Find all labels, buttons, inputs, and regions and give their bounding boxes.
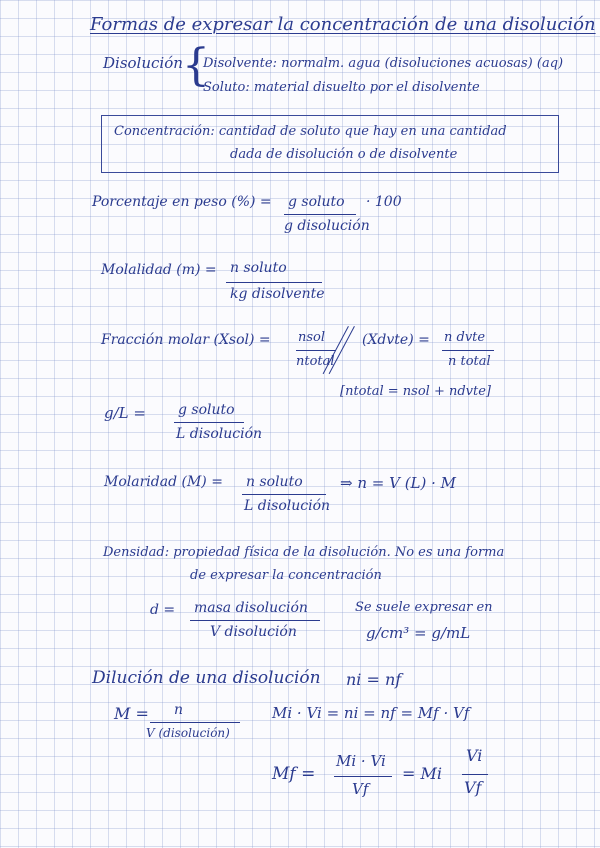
concentracion-line1: Concentración: cantidad de soluto que hay en una cantidad bbox=[114, 124, 507, 139]
fraccion-dvte-label: (Xdvte) = bbox=[362, 332, 430, 348]
fraccion-dvte-numerator: n dvte bbox=[444, 330, 486, 345]
dilucion-mf-denominator: Vf bbox=[352, 780, 369, 798]
dilucion-mf-numerator: Mi · Vi bbox=[336, 752, 386, 770]
densidad-note-line2: g/cm³ = g/mL bbox=[366, 624, 471, 642]
disolucion-label: Disolución bbox=[103, 54, 183, 72]
fraccion-numerator: nsol bbox=[298, 330, 326, 345]
soluto-definition: Soluto: material disuelto por el disolvente bbox=[203, 80, 480, 95]
porcentaje-times: · 100 bbox=[366, 194, 402, 210]
fraccion-dvte-fraction-bar bbox=[442, 350, 494, 351]
dilucion-vf-denominator: Vf bbox=[464, 778, 482, 797]
densidad-denominator: V disolución bbox=[210, 624, 297, 640]
ni-equals-nf: ni = nf bbox=[346, 670, 402, 689]
dilucion-m-label: M = bbox=[114, 704, 149, 723]
molalidad-denominator: kg disolvente bbox=[230, 286, 325, 302]
dilucion-mf-fraction-bar bbox=[334, 776, 392, 777]
densidad-label: d = bbox=[150, 602, 176, 618]
dilucion-mf-equals-mi: = Mi bbox=[402, 764, 442, 783]
densidad-line2: de expresar la concentración bbox=[190, 568, 382, 583]
concentracion-line2: dada de disolución o de disolvente bbox=[230, 147, 458, 162]
molaridad-label: Molaridad (M) = bbox=[104, 474, 223, 490]
gl-numerator: g soluto bbox=[178, 402, 235, 418]
densidad-note-line1: Se suele expresar en bbox=[355, 600, 493, 615]
gl-denominator: L disolución bbox=[176, 426, 263, 442]
dilucion-vi-numerator: Vi bbox=[466, 746, 483, 765]
dilucion-vi-vf-fraction-bar bbox=[462, 774, 488, 775]
densidad-numerator: masa disolución bbox=[194, 600, 308, 616]
porcentaje-fraction-bar bbox=[284, 214, 356, 215]
page-title: Formas de expresar la concentración de una disolución bbox=[90, 14, 596, 35]
fraccion-label: Fracción molar (Xsol) = bbox=[101, 332, 271, 348]
porcentaje-numerator: g soluto bbox=[288, 194, 345, 210]
molaridad-numerator: n soluto bbox=[246, 474, 303, 490]
porcentaje-denominator: g disolución bbox=[284, 218, 370, 234]
molalidad-fraction-bar bbox=[226, 282, 322, 283]
ntotal-note: [ntotal = nsol + ndvte] bbox=[340, 384, 491, 399]
dilucion-m-numerator: n bbox=[174, 702, 184, 718]
disolvente-definition: Disolvente: normalm. agua (disoluciones acuosas) (aq) bbox=[203, 56, 564, 71]
molaridad-fraction-bar bbox=[242, 494, 326, 495]
curly-brace-icon: { bbox=[182, 40, 210, 91]
molaridad-result: ⇒ n = V (L) · M bbox=[340, 474, 457, 492]
dilucion-title: Dilución de una disolución bbox=[92, 668, 321, 688]
dilucion-equation-1: Mi · Vi = ni = nf = Mf · Vf bbox=[272, 704, 470, 722]
dilucion-m-fraction-bar bbox=[150, 722, 240, 723]
molalidad-label: Molalidad (m) = bbox=[101, 262, 217, 278]
fraccion-dvte-denominator: n total bbox=[448, 354, 491, 369]
densidad-fraction-bar bbox=[190, 620, 320, 621]
gl-label: g/L = bbox=[104, 404, 146, 422]
fraccion-denominator: ntotal bbox=[296, 354, 335, 369]
gl-fraction-bar bbox=[174, 422, 244, 423]
molaridad-denominator: L disolución bbox=[244, 498, 331, 514]
densidad-line1: Densidad: propiedad física de la disolución. No es una forma bbox=[103, 545, 505, 560]
molalidad-numerator: n soluto bbox=[230, 260, 287, 276]
dilucion-mf-label: Mf = bbox=[272, 764, 316, 784]
fraccion-fraction-bar bbox=[296, 350, 336, 351]
porcentaje-label: Porcentaje en peso (%) = bbox=[92, 194, 272, 210]
dilucion-m-denominator: V (disolución) bbox=[146, 726, 230, 740]
